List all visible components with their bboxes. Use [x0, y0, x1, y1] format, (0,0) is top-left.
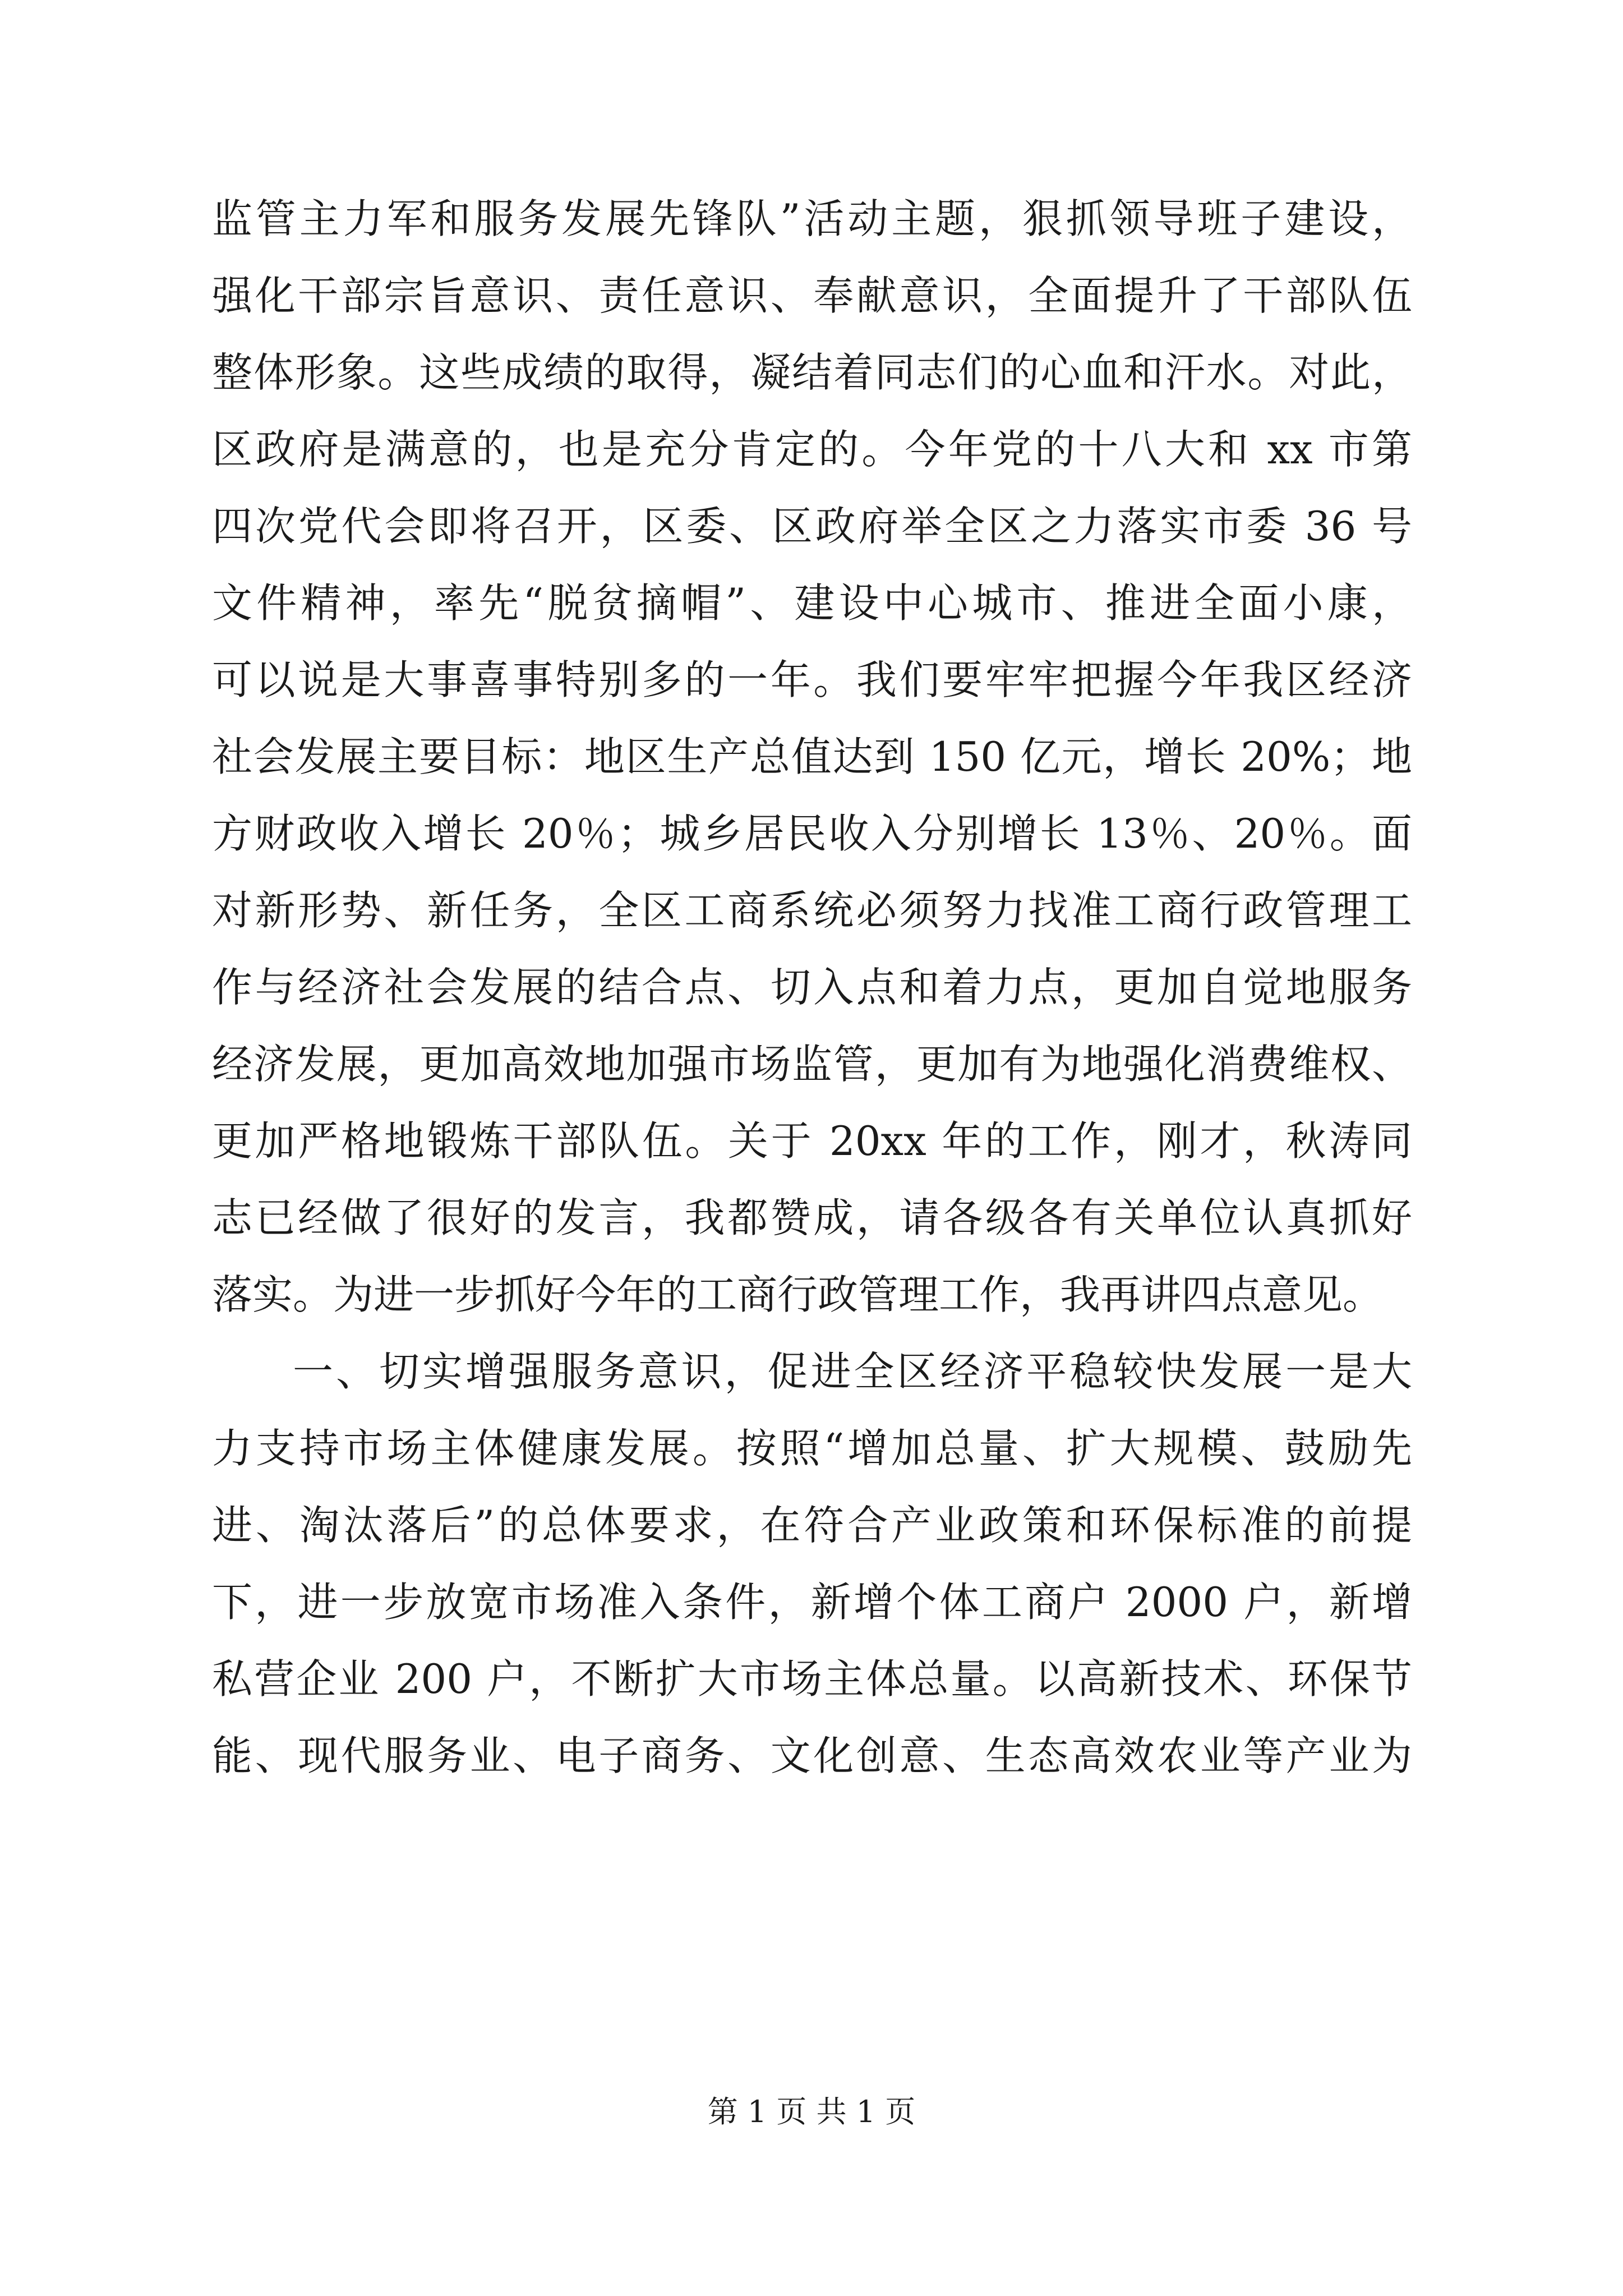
text-line: 强化干部宗旨意识、责任意识、奉献意识，全面提升了干部队伍	[212, 272, 1412, 319]
page-footer: 第 1 页 共 1 页	[707, 2094, 916, 2129]
text-line: 四次党代会即将召开，区委、区政府举全区之力落实市委 36 号	[212, 503, 1412, 550]
text-line: 志已经做了很好的发言，我都赞成，请各级各有关单位认真抓好	[212, 1194, 1412, 1241]
text-line: 方财政收入增长 20％；城乡居民收入分别增长 13％、20％。面	[212, 810, 1412, 857]
text-line: 落实。为进一步抓好今年的工商行政管理工作，我再讲四点意见。	[212, 1271, 1384, 1318]
text-line: 文件精神，率先“脱贫摘帽”、建设中心城市、推进全面小康，	[212, 579, 1412, 627]
text-line: 对新形势、新任务，全区工商系统必须努力找准工商行政管理工	[212, 887, 1412, 934]
text-line: 私营企业 200 户，不断扩大市场主体总量。以高新技术、环保节	[212, 1655, 1412, 1703]
text-line: 社会发展主要目标：地区生产总值达到 150 亿元，增长 20%；地	[212, 733, 1412, 780]
paragraph-first-line: 一、切实增强服务意识，促进全区经济平稳较快发展一是大	[293, 1348, 1412, 1395]
text-line: 可以说是大事喜事特别多的一年。我们要牢牢把握今年我区经济	[212, 656, 1412, 703]
text-line: 作与经济社会发展的结合点、切入点和着力点，更加自觉地服务	[212, 964, 1412, 1011]
text-line: 力支持市场主体健康发展。按照“增加总量、扩大规模、鼓励先	[212, 1425, 1412, 1472]
text-line: 整体形象。这些成绩的取得，凝结着同志们的心血和汗水。对此，	[212, 349, 1412, 396]
text-line: 能、现代服务业、电子商务、文化创意、生态高效农业等产业为	[212, 1732, 1412, 1779]
text-line: 进、淘汰落后”的总体要求，在符合产业政策和环保标准的前提	[212, 1502, 1412, 1549]
text-line: 区政府是满意的，也是充分肯定的。今年党的十八大和 xx 市第	[212, 426, 1412, 473]
text-line: 经济发展，更加高效地加强市场监管，更加有为地强化消费维权、	[212, 1041, 1412, 1088]
text-line: 更加严格地锻炼干部队伍。关于 20xx 年的工作，刚才，秋涛同	[212, 1117, 1412, 1165]
text-line: 监管主力军和服务发展先锋队”活动主题，狠抓领导班子建设，	[212, 195, 1412, 242]
text-line: 下，进一步放宽市场准入条件，新增个体工商户 2000 户，新增	[212, 1579, 1412, 1626]
